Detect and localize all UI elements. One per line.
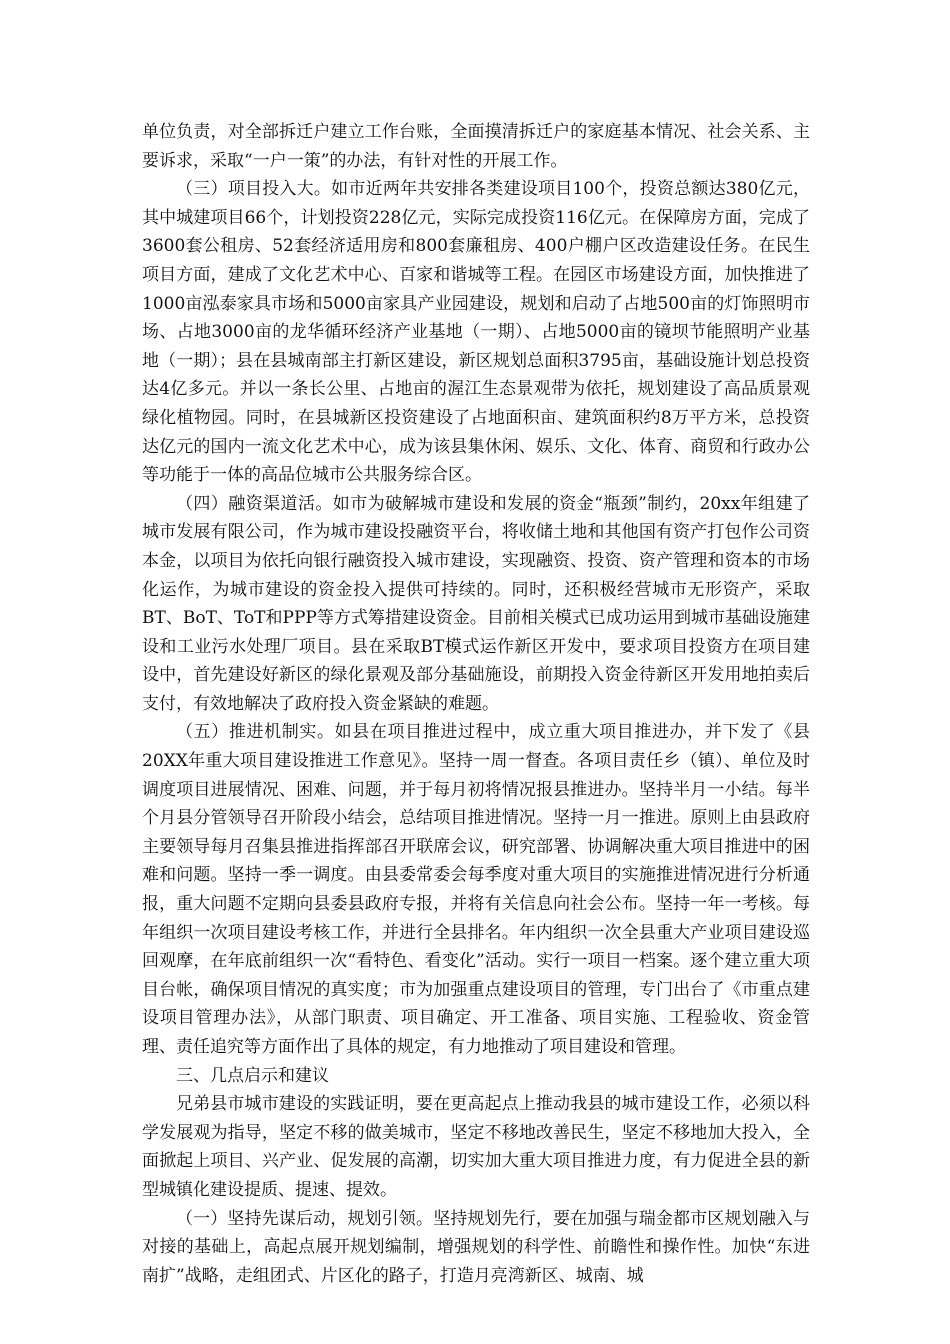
paragraph-planning-first: （一）坚持先谋后动，规划引领。坚持规划先行，要在加强与瑞金都市区规划融入与对接的基础上，高起点展开规划编制，增强规划的科学性、前瞻性和操作性。加快“东进南扩”战略，走组团式、片区化的路子，打造月亮湾新区、城南、城 xyxy=(142,1208,810,1286)
section-heading-suggestions: 三、几点启示和建议 xyxy=(176,1065,329,1086)
paragraph-relocation-end: 单位负责，对全部拆迁户建立工作台账，全面摸清拆迁户的家庭基本情况、社会关系、主要诉求，采取“一户一策”的办法，有针对性的开展工作。 xyxy=(142,122,810,171)
paragraph-promotion-mechanism: （五）推进机制实。如县在项目推进过程中，成立重大项目推进办，并下发了《县20XX年重大项目建设推进工作意见》。坚持一周一督查。各项目责任乡（镇）、单位及时调度项目进展情况、困难、问题，并于每月初将情况报县推进办。坚持半月一小结。每半个月县分管领导召开阶段小结会，总结项目推进情况。坚持一月一推进。原则上由县政府主要领导每月召集县推进指挥部召开联席会议，研究部署、协调解决重大项目推进中的困难和问题。坚持一季一调度。由县委常委会每季度对重大项目的实施推进情况进行分析通报，重大问题不定期向县委县政府专报，并将有关信息向社会公布。坚持一年一考核。每年组织一次项目建设考核工作，并进行全县排名。年内组织一次全县重大产业项目建设巡回观摩，在年底前组织一次“看特色、看变化”活动。实行一项目一档案。逐个建立重大项目台帐，确保项目情况的真实度；市为加强重点建设项目的管理，专门出台了《市重点建设项目管理办法》，从部门职责、项目确定、开工准备、项目实施、工程验收、资金管理、责任追究等方面作出了具体的规定，有力地推动了项目建设和管理。 xyxy=(142,722,810,1057)
document-page xyxy=(142,118,810,1290)
paragraph-practice-proves: 兄弟县市城市建设的实践证明，要在更高起点上推动我县的城市建设工作，必须以科学发展观为指导，坚定不移的做美城市，坚定不移地改善民生，坚定不移地加大投入，全面掀起上项目、兴产业、促发展的高潮，切实加大重大项目推进力度，有力促进全县的新型城镇化建设提质、提速、提效。 xyxy=(142,1094,810,1200)
paragraph-project-investment: （三）项目投入大。如市近两年共安排各类建设项目100个，投资总额达380亿元，其中城建项目66个，计划投资228亿元，实际完成投资116亿元。在保障房方面，完成了3600套公租房、52套经济适用房和800套廉租房、400户棚户区改造建设任务。在民生项目方面，建成了文化艺术中心、百家和谐城等工程。在园区市场建设方面，加快推进了1000亩泓泰家具市场和5000亩家具产业园建设，规划和启动了占地500亩的灯饰照明市场、占地3000亩的龙华循环经济产业基地（一期）、占地5000亩的镜坝节能照明产业基地（一期）；县在县城南部主打新区建设，新区规划总面积3795亩，基础设施计划总投资达4亿多元。并以一条长公里、占地亩的渥江生态景观带为依托，规划建设了高品质景观绿化植物园。同时，在县城新区投资建设了占地面积亩、建筑面积约8万平方米，总投资达亿元的国内一流文化艺术中心，成为该县集休闲、娱乐、文化、体育、商贸和行政办公等功能于一体的高品位城市公共服务综合区。 xyxy=(142,179,810,486)
paragraph-financing-channels: （四）融资渠道活。如市为破解城市建设和发展的资金“瓶颈”制约，20xx年组建了城市发展有限公司，作为城市建设投融资平台，将收储土地和其他国有资产打包作公司资本金，以项目为依托向银行融资投入城市建设，实现融资、投资、资产管理和资本的市场化运作，为城市建设的资金投入提供可持续的。同时，还积极经营城市无形资产，采取BT、BoT、ToT和PPP等方式筹措建设资金。目前相关模式已成功运用到城市基础设施建设和工业污水处理厂项目。县在采取BT模式运作新区开发中，要求项目投资方在项目建设中，首先建设好新区的绿化景观及部分基础施设，前期投入资金待新区开发用地拍卖后支付，有效地解决了政府投入资金紧缺的难题。 xyxy=(142,493,810,714)
